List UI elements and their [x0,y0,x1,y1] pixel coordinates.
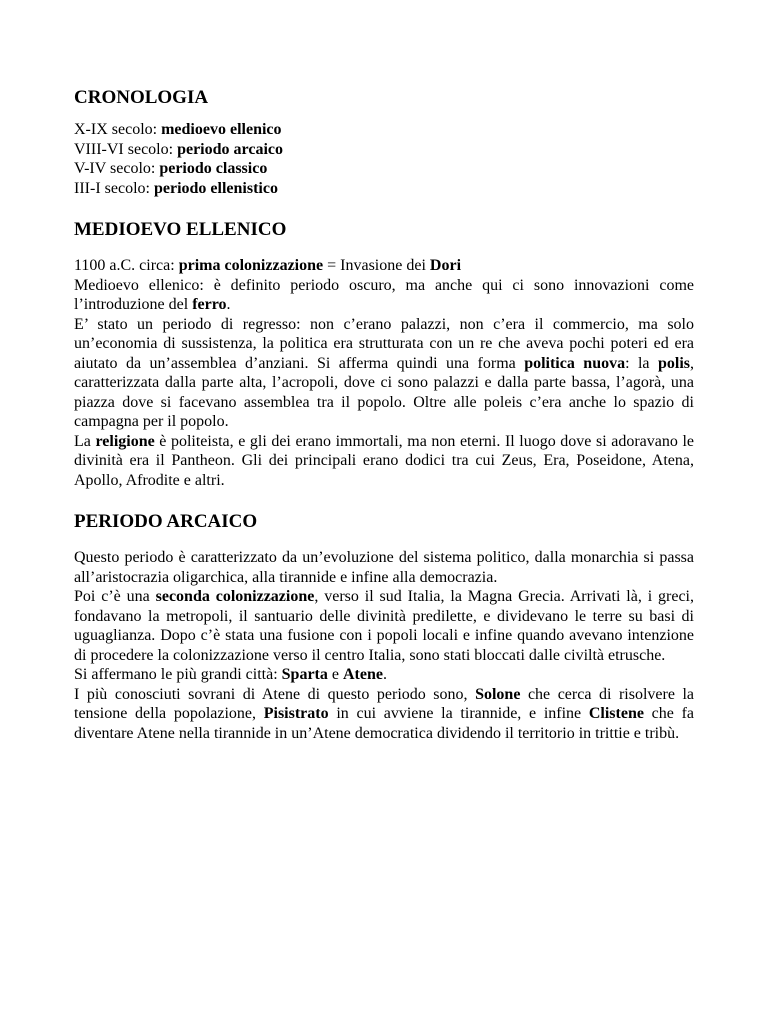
paragraph [74,548,694,587]
text-run: Questo periodo è caratterizzato da un’evoluzione del sistema politico, dalla monarchia si passa all’aristocrazia oligarchica, alla tirannide e infine alla democrazia. [74,549,694,586]
bold-term: Clistene [588,705,644,722]
heading-periodo-arcaico: PERIODO ARCAICO [74,511,258,532]
bold-term: ferro [192,296,227,313]
paragraph [74,587,694,665]
bold-term: Sparta [281,666,328,683]
heading-medioevo-ellenico: MEDIOEVO ELLENICO [74,219,287,240]
bold-term: seconda colonizzazione [155,588,315,605]
text-run: . [226,296,231,313]
text-run: 1100 a.C. circa: [74,257,179,274]
text-run: : la [625,354,658,372]
text-run: La [74,432,96,450]
bold-term: Dori [429,257,462,274]
text-run: che cerca di risolvere la tensione della popolazione, [74,685,695,722]
timeline-item: V-IV secolo: periodo classico [74,160,268,177]
paragraph [74,432,694,491]
text-run: Medioevo ellenico: è definito periodo oscuro, ma anche qui ci sono innovazioni come l’introduzione del [74,276,694,313]
bold-term: Atene [342,666,383,683]
text-run: = Invasione dei [323,257,430,274]
heading-cronologia: CRONOLOGIA [74,87,209,108]
text-run: che fa diventare Atene nella tirannide in un’Atene democratica dividendo il territorio in trittie e tribù. [74,705,694,742]
bold-term: Solone [475,685,521,703]
text-run: Poi c’è una [74,588,156,605]
paragraph [74,256,694,276]
bold-term: politica nuova [524,354,626,372]
bold-term: prima colonizzazione [178,257,324,274]
text-run: e [327,666,343,683]
text-run: I più conosciuti sovrani di Atene di questo periodo sono, [74,685,476,703]
text-run: , caratterizzata dalla parte alta, l’acropoli, dove ci sono palazzi e dalla parte bassa, l’agorà, una piazza dove si facevano assemblea tra il popolo. Oltre alle poleis c’era anche lo spazio di campagna per il popolo. [74,354,694,430]
text-run: E’ stato un periodo di regresso: non c’erano palazzi, non c’era il commercio, ma solo un’economia di sussistenza, la politica era strutturata con un re che aveva pochi poteri ed era aiutato da un’assemblea d’anziani. Si afferma quindi una forma [74,315,694,372]
timeline-item: VIII-VI secolo: periodo arcaico [74,140,283,158]
text-run: Si affermano le più grandi città: [74,666,282,683]
paragraph [74,665,694,685]
timeline-item: III-I secolo: periodo ellenistico [74,179,278,197]
bold-term: polis [657,354,690,372]
text-run: in cui avviene la tirannide, e infine [328,705,589,722]
text-run: . [382,666,387,683]
text-run: è politeista, e gli dei erano immortali, ma non eterni. Il luogo dove si adoravano le divinità era il Pantheon. Gli dei principali erano dodici tra cui Zeus, Era, Poseidone, Atena, Apollo, Afrodite e altri. [74,432,694,489]
timeline-item: X-IX secolo: medioevo ellenico [74,121,282,138]
paragraph [74,685,694,744]
text-run: , verso il sud Italia, la Magna Grecia. Arrivati là, i greci, fondavano la metropoli, il santuario delle divinità predilette, e dividevano le terre su basi di uguaglianza. Dopo c’è stata una fusione con i popoli locali e infine quando avevano intenzione di procedere la colonizzazione verso il centro Italia, sono stati bloccati dalle civiltà etrusche. [74,588,694,664]
paragraph [74,315,694,432]
bold-term: religione [95,432,155,450]
paragraph [74,276,694,315]
bold-term: Pisistrato [263,705,329,722]
